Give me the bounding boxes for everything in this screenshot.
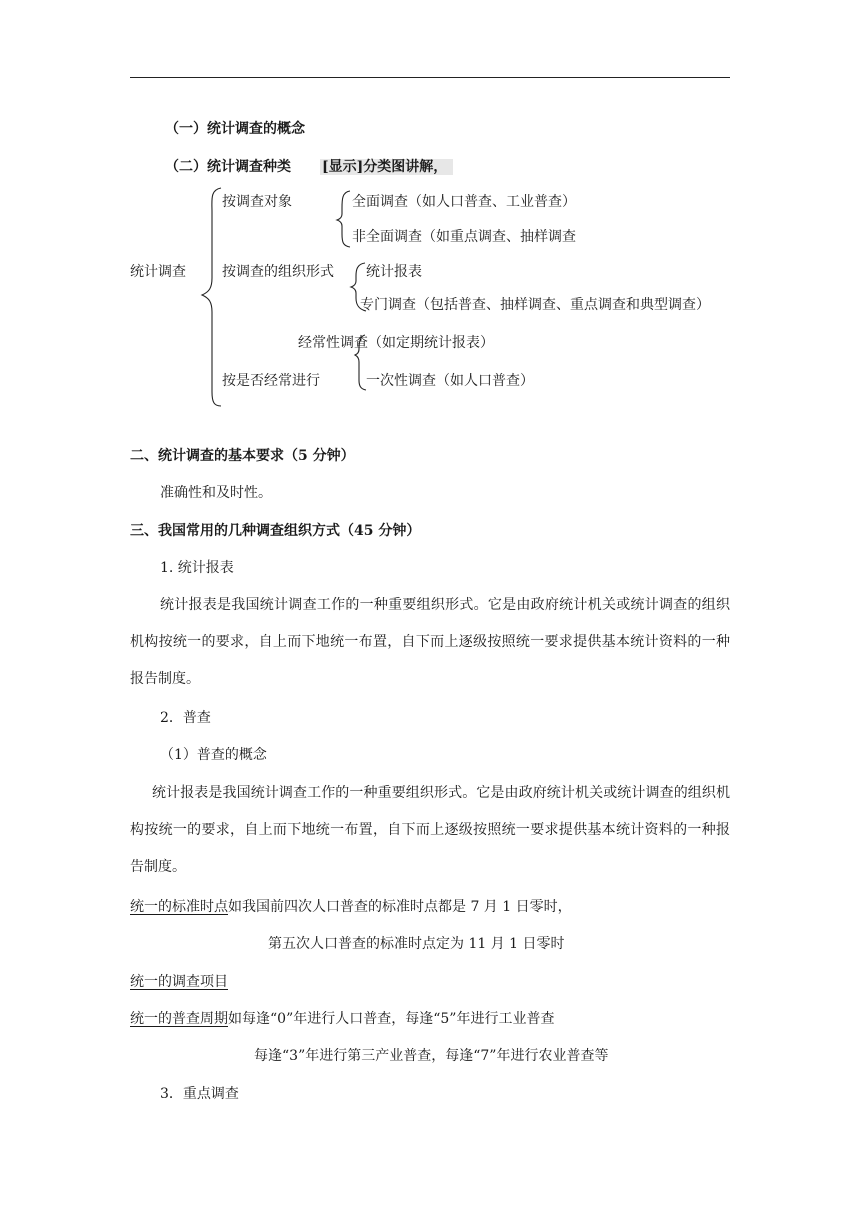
point-standard-time [130, 897, 572, 917]
tree-leaf-onetime: 一次性调查（如人口普查） [366, 373, 534, 389]
point-cycle-text: 如每逢“0”年进行人口普查，每逢“5”年进行工业普查 [228, 1011, 555, 1027]
tree-leaf-regular: 经常性调查（如定期统计报表） [298, 335, 494, 351]
paragraph-census: 统计报表是我国统计调查工作的一种重要组织形式。它是由政府统计机关或统计调查的组织机构按统一的要求，自上而下地统一布置，自下而上逐级按照统一要求提供基本统计资料的一种报告制度。 [130, 785, 730, 875]
item-key-survey: 3．重点调查 [160, 1086, 239, 1102]
show-note: [显示]分类图讲解， [320, 157, 453, 177]
point-survey-items [130, 972, 228, 992]
brace-object [337, 191, 350, 247]
point-cycle [130, 1009, 554, 1029]
point-cycle-label: 统一的普查周期 [130, 1011, 228, 1027]
root-brace [202, 188, 221, 406]
item-statistical-report: 1. 统计报表 [160, 560, 234, 576]
requirements-text: 准确性和及时性。 [160, 485, 272, 501]
tree-leaf-special: 专门调查（包括普查、抽样调查、重点调查和典型调查） [360, 297, 710, 313]
tree-branch-form: 按调查的组织形式 [222, 264, 334, 280]
tree-root: 统计调查 [130, 264, 186, 280]
point-cycle-cont: 每逢“3”年进行第三产业普查，每逢“7”年进行农业普查等 [254, 1048, 609, 1064]
tree-leaf-partial: 非全面调查（如重点调查、抽样调查 [352, 229, 576, 245]
heading-concept: （一）统计调查的概念 [165, 121, 305, 137]
heading-methods: 三、我国常用的几种调查组织方式（45 分钟） [130, 523, 421, 539]
heading-requirements: 二、统计调查的基本要求（5 分钟） [130, 448, 355, 464]
tree-leaf-report: 统计报表 [366, 264, 422, 280]
census-concept: （1）普查的概念 [160, 747, 267, 763]
point-standard-time-text: 如我国前四次人口普查的标准时点都是 7 月 1 日零时， [228, 899, 572, 915]
point-standard-time-label: 统一的标准时点 [130, 899, 228, 915]
tree-branch-frequency: 按是否经常进行 [222, 373, 320, 389]
heading-types: （二）统计调查种类 [165, 159, 291, 175]
item-census: 2．普查 [160, 710, 211, 726]
paragraph-report: 统计报表是我国统计调查工作的一种重要组织形式。它是由政府统计机关或统计调查的组织机构按统一的要求，自上而下地统一布置，自下而上逐级按照统一要求提供基本统计资料的一种报告制度。 [130, 597, 730, 687]
point-survey-items-label: 统一的调查项目 [130, 974, 228, 990]
tree-branch-object: 按调查对象 [222, 194, 292, 210]
tree-leaf-full: 全面调查（如人口普查、工业普查） [352, 194, 576, 210]
point-standard-time-cont: 第五次人口普查的标准时点定为 11 月 1 日零时 [268, 936, 565, 952]
